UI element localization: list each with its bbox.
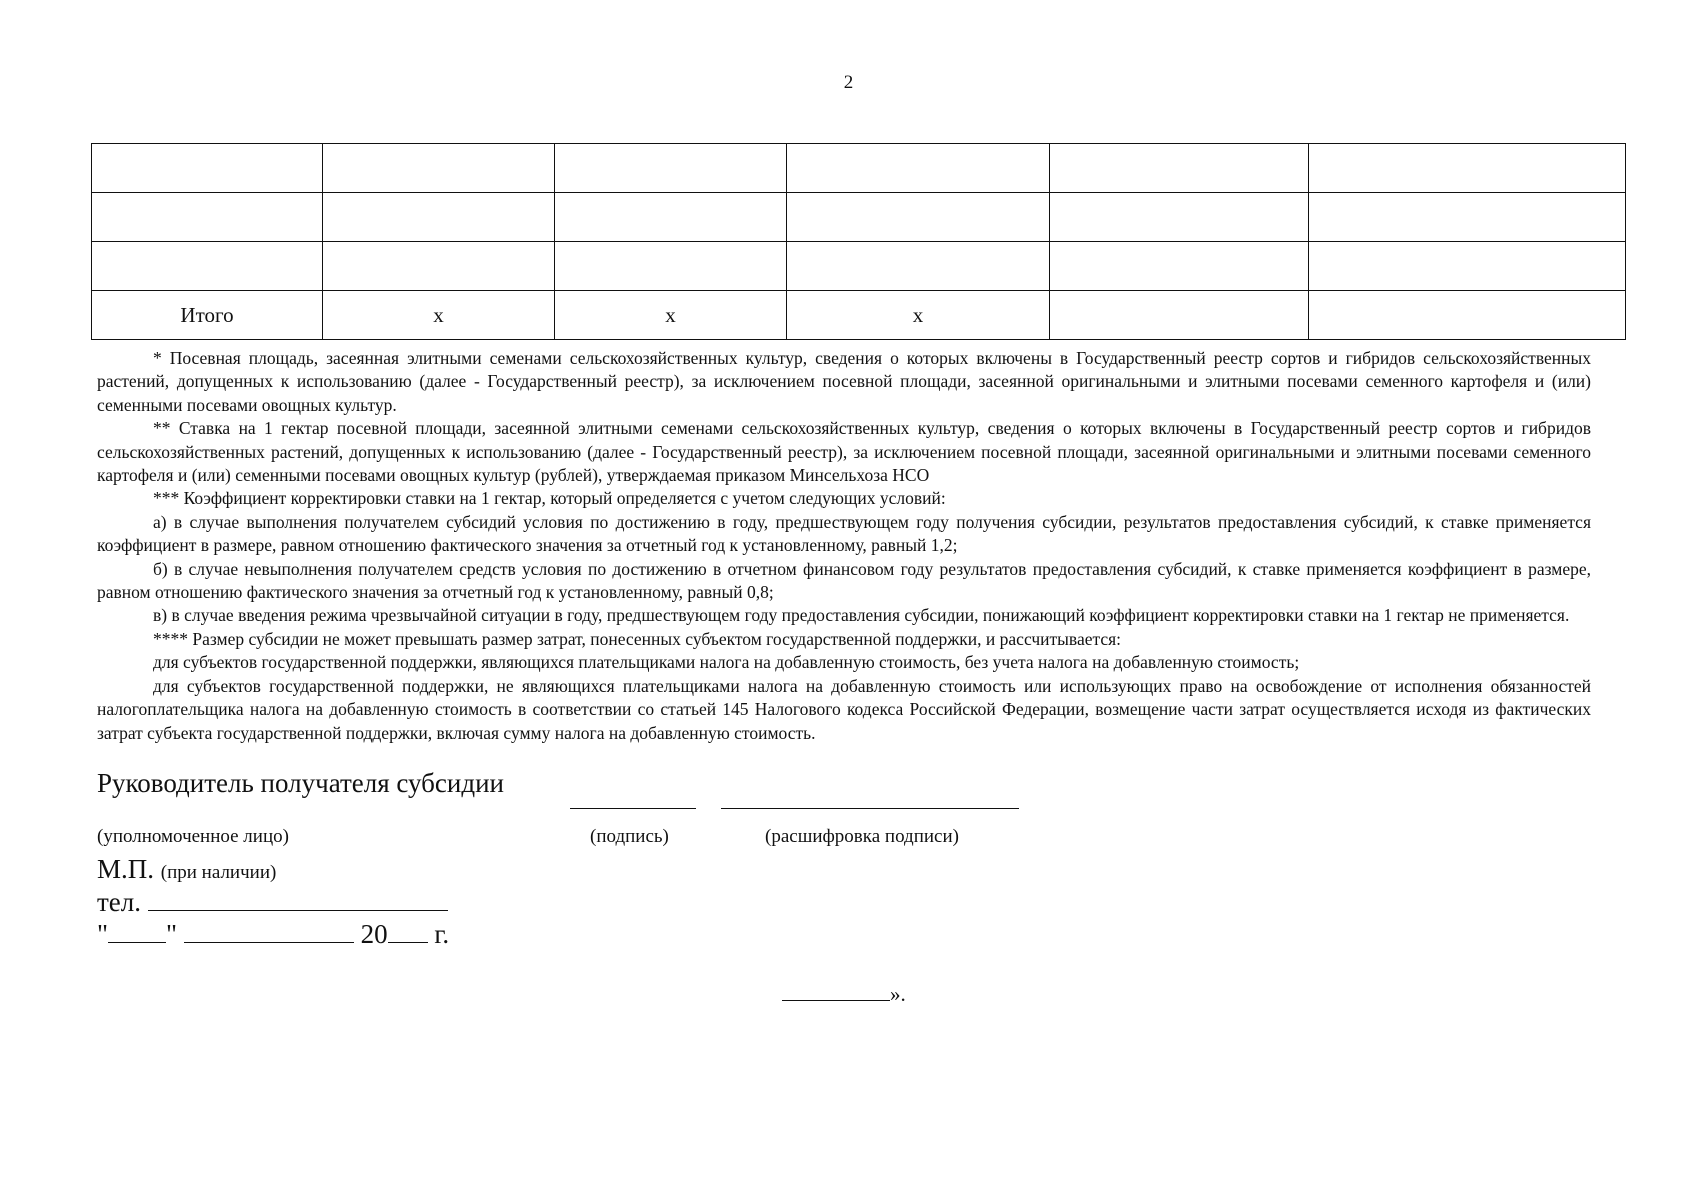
footnote-4-non-vat-payers: для субъектов государственной поддержки, не являющихся плательщиками налога на добавленную стоимость или использующих право на освобождение от исполнения обязанностей налогоплательщика налога на добавленную стоимость в соответствии со статьей 145 Налогового кодекса Российской Федерации, возмещение части затрат осуществляется исходя из фактических затрат субъекта государственной поддержки, включая сумму налога на добавленную стоимость. — [97, 675, 1591, 743]
table-cell — [92, 144, 323, 193]
phone-line — [97, 884, 448, 918]
table-row — [92, 144, 1626, 193]
phone-blank — [148, 884, 448, 911]
phone-label: тел. — [97, 887, 142, 917]
table-cell — [787, 144, 1050, 193]
signature-label: (подпись) — [590, 826, 669, 847]
day-blank — [108, 916, 166, 943]
table-cell — [1309, 193, 1626, 242]
table-cell — [323, 193, 555, 242]
table-cell: х — [323, 291, 555, 340]
footnote-3: *** Коэффициент корректировки ставки на 1 гектар, который определяется с учетом следующих условий: — [153, 488, 946, 509]
table-cell — [787, 193, 1050, 242]
table-cell — [323, 242, 555, 291]
table-cell — [1050, 193, 1309, 242]
date-line — [97, 916, 449, 950]
authorized-person-label: (уполномоченное лицо) — [97, 826, 289, 847]
footnote-4-vat-payers: для субъектов государственной поддержки, являющихся плательщиками налога на добавленную стоимость, без учета налога на добавленную стоимость; — [153, 652, 1300, 673]
year-blank — [388, 916, 428, 943]
table-cell — [555, 193, 787, 242]
footnote-4: **** Размер субсидии не может превышать размер затрат, понесенных субъектом государственной поддержки, и рассчитывается: — [153, 628, 1122, 649]
table-cell — [323, 144, 555, 193]
footnote-3b: б) в случае невыполнения получателем средств условия по достижению в отчетном финансовом году результатов предоставления субсидий, к ставке применяется коэффициент в размере, равном отношению фактического значения за отчетный год к установленному, равный 0,8; — [97, 558, 1591, 603]
table-cell — [555, 144, 787, 193]
table-cell — [1050, 242, 1309, 291]
table-cell: х — [787, 291, 1050, 340]
stamp-place-note: (при наличии) — [160, 862, 277, 883]
footnote-2: ** Ставка на 1 гектар посевной площади, засеянной элитными семенами сельскохозяйственных культур, сведения о которых включены в Государственный реестр сортов и гибридов сельскохозяйственных растений, допущенных к использованию (далее - Государственный реестр), за исключением посевной площади, засеянной оригинальными и элитными посевами семенного картофеля и (или) семенными посевами овощных культур (рублей), утверждаемая приказом Минсельхоза НСО — [97, 418, 1591, 486]
stamp-place-line — [97, 854, 276, 885]
closing-blank — [782, 978, 890, 1001]
table-cell — [1050, 144, 1309, 193]
closing-mark — [782, 978, 906, 1007]
signature-line — [570, 784, 696, 809]
table-cell — [92, 193, 323, 242]
signature-decode-label: (расшифровка подписи) — [765, 826, 959, 847]
closing-quote: ». — [890, 982, 906, 1006]
date-quote-close: " — [166, 919, 178, 949]
table-cell — [1309, 291, 1626, 340]
stamp-place-label: М.П. — [97, 854, 155, 884]
footnote-1: * Посевная площадь, засеянная элитными семенами сельскохозяйственных культур, сведения о которых включены в Государственный реестр сортов и гибридов сельскохозяйственных растений, допущенных к использованию (далее - Государственный реестр), за исключением посевной площади, засеянной оригинальными и элитными посевами семенного картофеля и (или) семенными посевами овощных культур. — [97, 348, 1591, 415]
table-row — [92, 193, 1626, 242]
footnote-3a: а) в случае выполнения получателем субсидий условия по достижению в году, предшествующем году получения субсидии, результатов предоставления субсидий, к ставке применяется коэффициент в размере, равном отношению фактического значения за отчетный год к установленному, равный 1,2; — [97, 511, 1591, 556]
date-quote-open: " — [97, 919, 109, 949]
footnote-3c: в) в случае введения режима чрезвычайной ситуации в году, предшествующем году предоставления субсидии, понижающий коэффициент корректировки ставки на 1 гектар не применяется. — [153, 605, 1570, 626]
month-blank — [184, 916, 354, 943]
table-total-row — [92, 291, 1626, 340]
table-cell — [787, 242, 1050, 291]
table-cell — [1309, 242, 1626, 291]
total-label-cell: Итого — [92, 291, 323, 340]
year-prefix: 20 — [360, 919, 388, 949]
decode-line — [721, 784, 1019, 809]
data-table — [91, 143, 1626, 340]
table-cell — [555, 242, 787, 291]
head-label: Руководитель получателя субсидии — [97, 768, 504, 798]
table-cell — [1309, 144, 1626, 193]
table-row — [92, 242, 1626, 291]
page-number: 2 — [843, 72, 854, 93]
footnotes — [97, 347, 1591, 745]
table-cell — [92, 242, 323, 291]
year-suffix: г. — [434, 919, 450, 949]
table-cell: х — [555, 291, 787, 340]
table-cell — [1050, 291, 1309, 340]
